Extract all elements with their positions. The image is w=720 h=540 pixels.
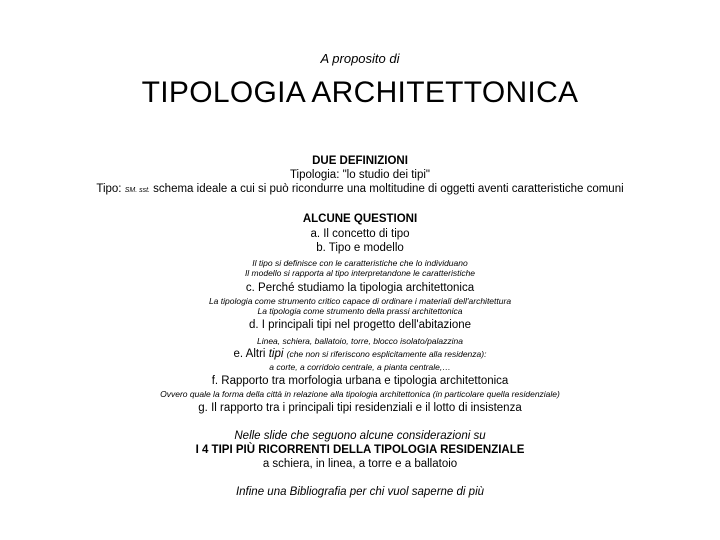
definition-tipologia: Tipologia: "lo studio dei tipi" — [289, 169, 431, 181]
questions-heading: ALCUNE QUESTIONI — [302, 213, 418, 225]
footer-bibliography: Infine una Bibliografia per chi vuol saperne di più — [235, 486, 485, 498]
question-b-note-2: Il modello si rapporta al tipo interpretandone le caratteristiche — [244, 268, 476, 278]
question-e-note: (che non si riferiscono esplicitamente alla residenza): — [286, 349, 487, 359]
footer-highlight: I 4 TIPI PIÙ RICORRENTI DELLA TIPOLOGIA RESIDENZIALE — [195, 444, 525, 456]
slide-subtitle: A proposito di — [320, 51, 400, 66]
question-c: c. Perché studiamo la tipologia architettonica — [245, 282, 475, 294]
question-b: b. Tipo e modello — [316, 242, 404, 254]
definition-tipo-text: schema ideale a cui si può ricondurre una moltitudine di oggetti aventi caratteristiche comuni — [153, 183, 624, 195]
question-c-note-2: La tipologia come strumento della prassi architettonica — [257, 306, 463, 316]
definition-tipo-prefix: Tipo: — [96, 183, 122, 195]
question-e — [0, 348, 720, 361]
question-e-note-2: a corte, a corridoio centrale, a pianta centrale,… — [269, 362, 451, 372]
question-a: a. Il concetto di tipo — [310, 228, 410, 240]
definition-tipo-abbreviation: SM. sst. — [124, 187, 150, 194]
question-e-tipi: tipi — [268, 348, 284, 360]
question-f-note: Ovvero quale la forma della città in relazione alla tipologia architettonica (in particolare quella residenziale) — [160, 389, 560, 399]
definition-tipo — [0, 183, 720, 196]
footer-intro: Nelle slide che seguono alcune considerazioni su — [234, 430, 486, 442]
question-e-label: e. Altri — [233, 348, 266, 360]
question-g: g. Il rapporto tra i principali tipi residenziali e il lotto di insistenza — [198, 402, 522, 414]
definitions-heading: DUE DEFINIZIONI — [312, 155, 408, 167]
question-f: f. Rapporto tra morfologia urbana e tipologia architettonica — [211, 375, 509, 387]
slide-title: TIPOLOGIA ARCHITETTONICA — [141, 76, 579, 109]
question-d-note: Linea, schiera, ballatoio, torre, blocco isolato/palazzina — [256, 336, 463, 346]
question-c-note-1: La tipologia come strumento critico capace di ordinare i materiali dell'architettura — [208, 296, 512, 306]
question-d: d. I principali tipi nel progetto dell'abitazione — [248, 319, 472, 331]
question-b-note-1: Il tipo si definisce con le caratteristiche che lo individuano — [252, 258, 468, 268]
footer-list: a schiera, in linea, a torre e a ballatoio — [262, 458, 458, 470]
